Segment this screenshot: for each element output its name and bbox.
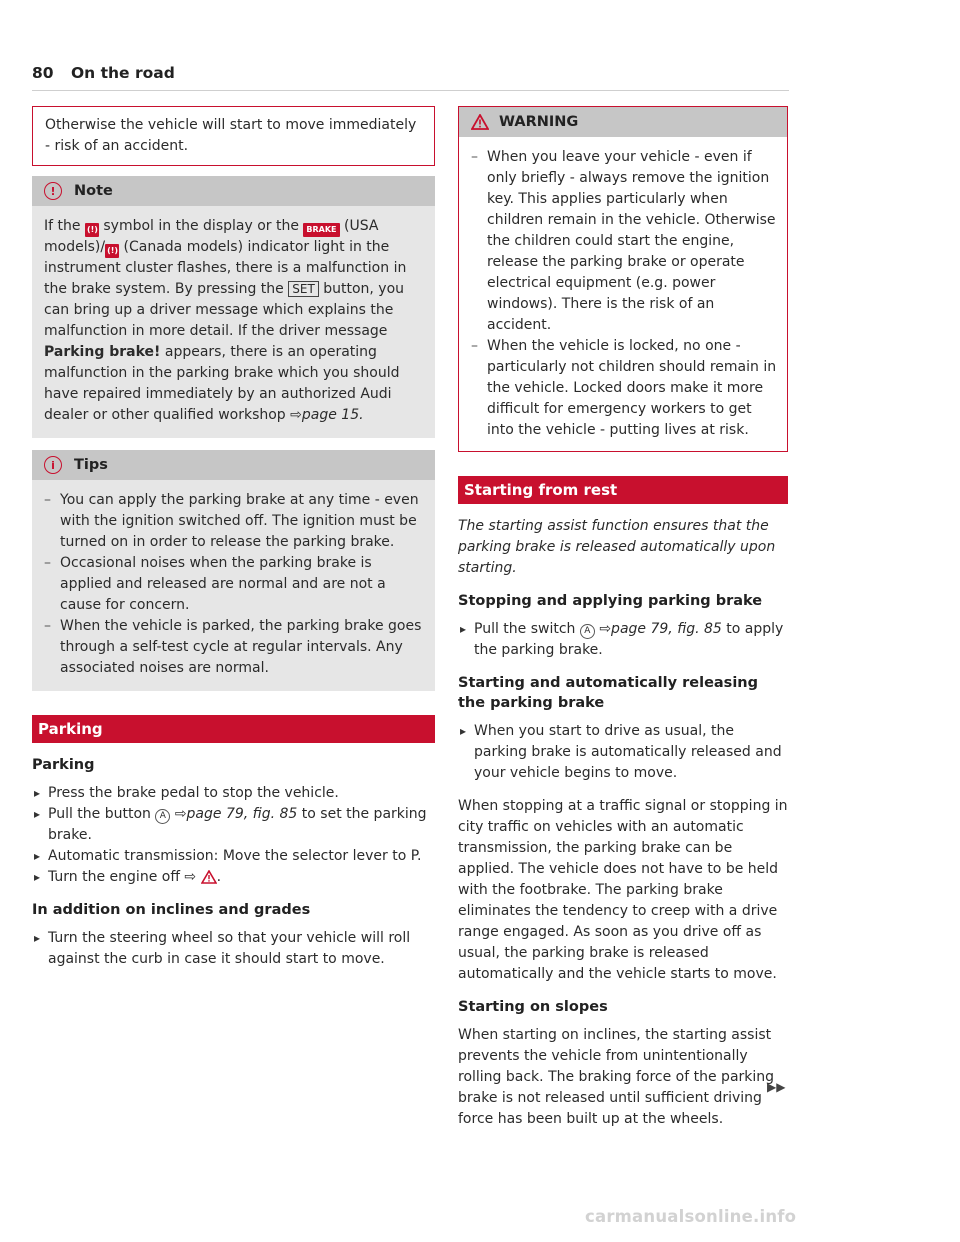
intro-warning-box — [32, 106, 435, 166]
brake-symbol-icon: BRAKE — [303, 223, 339, 237]
tips-title: Tips — [74, 457, 108, 473]
list-item: – When the vehicle is parked, the parking brake goes through a self-test cycle at regular intervals. Any associated noises are normal. — [44, 616, 423, 679]
releasing-heading: Starting and automatically releasing the parking brake — [458, 675, 758, 711]
warning-title: WARNING — [499, 114, 579, 130]
warning-triangle-icon — [201, 870, 217, 884]
page-ref-link[interactable]: ⇨page 79, fig. 85 — [174, 806, 298, 822]
warning-box — [458, 106, 788, 452]
inclines-heading: In addition on inclines and grades — [32, 902, 311, 918]
warning-triangle-icon — [471, 114, 489, 130]
page-ref-link[interactable]: ⇨page 79, fig. 85 — [599, 621, 722, 637]
list-item: – Occasional noises when the parking brake is applied and released are normal and are not a cause for concern. — [44, 553, 423, 616]
slopes-heading: Starting on slopes — [458, 999, 608, 1015]
parking-section-bar: Parking — [32, 715, 435, 743]
list-item: ▸ Pull the switch A ⇨page 79, fig. 85 to apply the parking brake. — [458, 619, 788, 661]
page-header — [32, 64, 175, 82]
set-key: SET — [288, 281, 319, 297]
list-item: – When the vehicle is locked, no one - particularly not children should remain in the vehicle. Locked doors make it more difficult for emergency workers to get into the vehicle - putting lives at risk. — [471, 336, 777, 441]
parking-brake-message: Parking brake! — [44, 344, 161, 360]
tips-header — [32, 450, 435, 480]
warning-header — [459, 107, 787, 137]
page-number: 80 — [32, 64, 54, 82]
stopping-heading: Stopping and applying parking brake — [458, 593, 763, 609]
continue-arrow-icon: ▶▶ — [767, 1080, 786, 1094]
starting-section-bar: Starting from rest — [458, 476, 788, 504]
brake-canada-symbol-icon: (!) — [105, 244, 119, 258]
list-item: ▸ Automatic transmission: Move the selector lever to P. — [32, 846, 435, 867]
list-item: ▸ Pull the button A ⇨page 79, fig. 85 to set the parking brake. — [32, 804, 435, 846]
right-column — [458, 106, 788, 1130]
list-item: ▸ Turn the steering wheel so that your vehicle will roll against the curb in case it should start to move. — [32, 928, 435, 970]
parking-heading: Parking — [32, 757, 95, 773]
note-title: Note — [74, 183, 113, 199]
tip-circle-icon: i — [44, 456, 62, 474]
note-header — [32, 176, 435, 206]
slopes-paragraph: When starting on inclines, the starting assist prevents the vehicle from unintentionally rolling back. The braking force of the parking brake is not released until sufficient driving force has been built up at the wheels. — [458, 1027, 775, 1127]
section-title: On the road — [70, 64, 175, 82]
list-item: – You can apply the parking brake at any time - even with the ignition switched off. The ignition must be turned on in order to release the parking brake. — [44, 490, 423, 553]
note-text: If the (!) symbol in the display or the BRAKE (USA models)/ (!) (Canada models) indicator light in the instrument cluster flashes, there is a malfunction in the brake system. By pressing the SET button, you can bring up a driver message which explains the malfunction in more detail. If the driver message Parking brake! appears, there is an operating malfunction in the parking brake which you should have repaired immediately by an authorized Audi dealer or other qualified workshop ⇨page 15. — [44, 218, 407, 423]
page-ref-link[interactable]: ⇨page 15. — [290, 407, 364, 423]
tips-box — [32, 450, 435, 691]
circled-a-label: A — [580, 624, 595, 639]
list-item: – When you leave your vehicle - even if only briefly - always remove the ignition key. This applies particularly when children remain in the vehicle. Otherwise the children could start the engine, release the parking brake or operate electrical equipment (e.g. power windows). There is the risk of an accident. — [471, 147, 777, 336]
brake-warning-symbol-icon: (!) — [85, 223, 99, 237]
note-box — [32, 176, 435, 438]
parking-steps — [32, 783, 435, 888]
info-circle-icon: ! — [44, 182, 62, 200]
left-column — [32, 106, 435, 970]
starting-intro: The starting assist function ensures that the parking brake is released automatically upon starting. — [458, 518, 776, 576]
list-item: ▸ When you start to drive as usual, the parking brake is automatically released and your vehicle begins to move. — [458, 721, 788, 784]
circled-a-label: A — [155, 809, 170, 824]
intro-text: Otherwise the vehicle will start to move immediately - risk of an accident. — [45, 117, 417, 154]
note-body — [32, 206, 435, 438]
watermark: carmanualsonline.info — [585, 1207, 797, 1226]
tips-body — [32, 480, 435, 691]
header-divider — [32, 90, 789, 91]
list-item: ▸ Turn the engine off ⇨ . — [32, 867, 435, 888]
list-item: ▸ Press the brake pedal to stop the vehicle. — [32, 783, 435, 804]
traffic-paragraph: When stopping at a traffic signal or stopping in city traffic on vehicles with an automatic transmission, the parking brake can be applied. The vehicle does not have to be held with the footbrake. The parking brake eliminates the tendency to creep with a drive range engaged. As soon as you drive off as usual, the parking brake is released automatically and the vehicle starts to move. — [458, 798, 788, 982]
